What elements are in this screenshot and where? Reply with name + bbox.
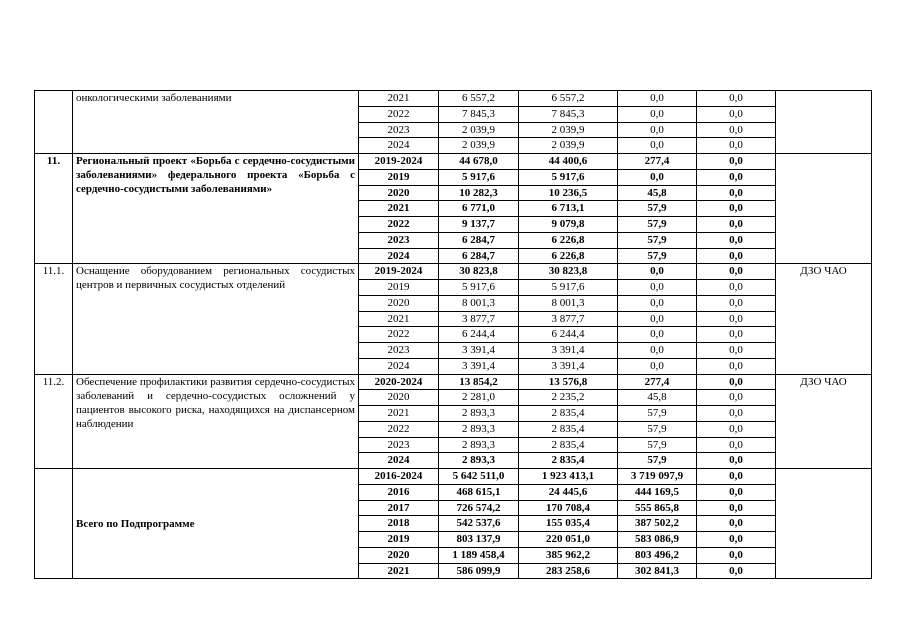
district-budget-cell: 277,4 — [618, 374, 697, 390]
other-sources-cell: 0,0 — [697, 484, 776, 500]
total-cell: 3 391,4 — [439, 343, 519, 359]
district-budget-cell: 3 719 097,9 — [618, 469, 697, 485]
other-sources-cell: 0,0 — [697, 232, 776, 248]
responsible-executor — [776, 154, 872, 264]
section-number: 11. — [35, 154, 73, 264]
total-cell: 5 917,6 — [439, 169, 519, 185]
total-cell: 6 284,7 — [439, 248, 519, 264]
table-row — [35, 91, 872, 107]
other-sources-cell: 0,0 — [697, 516, 776, 532]
federal-budget-cell: 6 713,1 — [519, 201, 618, 217]
district-budget-cell: 45,8 — [618, 390, 697, 406]
district-budget-cell: 0,0 — [618, 138, 697, 154]
year-cell: 2017 — [359, 500, 439, 516]
federal-budget-cell: 3 877,7 — [519, 311, 618, 327]
federal-budget-cell: 6 244,4 — [519, 327, 618, 343]
district-budget-cell: 583 086,9 — [618, 532, 697, 548]
other-sources-cell: 0,0 — [697, 437, 776, 453]
total-cell: 1 189 458,4 — [439, 547, 519, 563]
district-budget-cell: 57,9 — [618, 201, 697, 217]
district-budget-cell: 0,0 — [618, 311, 697, 327]
other-sources-cell: 0,0 — [697, 138, 776, 154]
district-budget-cell: 57,9 — [618, 232, 697, 248]
section-description: Обеспечение профилактики развития сердечно-сосудистых заболеваний и сердечно-сосудистых осложнений у пациентов высокого риска, находящихся на диспансерном наблюдении — [73, 374, 359, 469]
district-budget-cell: 0,0 — [618, 327, 697, 343]
section-description: Региональный проект «Борьба с сердечно-сосудистыми заболеваниями» федерального проекта «Борьба с сердечно-сосудистыми заболеваниями» — [73, 154, 359, 264]
other-sources-cell: 0,0 — [697, 122, 776, 138]
district-budget-cell: 0,0 — [618, 122, 697, 138]
other-sources-cell: 0,0 — [697, 264, 776, 280]
total-cell: 9 137,7 — [439, 217, 519, 233]
year-cell: 2024 — [359, 248, 439, 264]
federal-budget-cell: 3 391,4 — [519, 343, 618, 359]
section-description: Оснащение оборудованием региональных сосудистых центров и первичных сосудистых отделений — [73, 264, 359, 374]
total-cell: 2 281,0 — [439, 390, 519, 406]
other-sources-cell: 0,0 — [697, 343, 776, 359]
federal-budget-cell: 6 226,8 — [519, 232, 618, 248]
district-budget-cell: 0,0 — [618, 295, 697, 311]
section-number — [35, 91, 73, 154]
other-sources-cell: 0,0 — [697, 453, 776, 469]
year-cell: 2022 — [359, 327, 439, 343]
district-budget-cell: 277,4 — [618, 154, 697, 170]
section-number: 11.1. — [35, 264, 73, 374]
total-cell: 44 678,0 — [439, 154, 519, 170]
total-cell: 30 823,8 — [439, 264, 519, 280]
year-cell: 2016-2024 — [359, 469, 439, 485]
district-budget-cell: 444 169,5 — [618, 484, 697, 500]
district-budget-cell: 0,0 — [618, 264, 697, 280]
year-cell: 2019 — [359, 280, 439, 296]
table-row — [35, 154, 872, 170]
section-description: онкологическими заболеваниями — [73, 91, 359, 154]
responsible-executor — [776, 469, 872, 579]
year-cell: 2021 — [359, 406, 439, 422]
other-sources-cell: 0,0 — [697, 406, 776, 422]
federal-budget-cell: 385 962,2 — [519, 547, 618, 563]
federal-budget-cell: 24 445,6 — [519, 484, 618, 500]
district-budget-cell: 0,0 — [618, 343, 697, 359]
total-cell: 3 877,7 — [439, 311, 519, 327]
year-cell: 2022 — [359, 421, 439, 437]
district-budget-cell: 387 502,2 — [618, 516, 697, 532]
district-budget-cell: 57,9 — [618, 248, 697, 264]
year-cell: 2021 — [359, 91, 439, 107]
total-cell: 6 284,7 — [439, 232, 519, 248]
district-budget-cell: 555 865,8 — [618, 500, 697, 516]
total-cell: 2 039,9 — [439, 122, 519, 138]
year-cell: 2019 — [359, 169, 439, 185]
total-cell: 2 893,3 — [439, 453, 519, 469]
year-cell: 2020 — [359, 185, 439, 201]
year-cell: 2020-2024 — [359, 374, 439, 390]
total-cell: 586 099,9 — [439, 563, 519, 579]
budget-table — [34, 90, 872, 579]
other-sources-cell: 0,0 — [697, 327, 776, 343]
district-budget-cell: 0,0 — [618, 169, 697, 185]
district-budget-cell: 803 496,2 — [618, 547, 697, 563]
other-sources-cell: 0,0 — [697, 311, 776, 327]
other-sources-cell: 0,0 — [697, 358, 776, 374]
total-cell: 3 391,4 — [439, 358, 519, 374]
total-cell: 2 893,3 — [439, 406, 519, 422]
federal-budget-cell: 5 917,6 — [519, 280, 618, 296]
other-sources-cell: 0,0 — [697, 532, 776, 548]
total-cell: 542 537,6 — [439, 516, 519, 532]
total-cell: 8 001,3 — [439, 295, 519, 311]
federal-budget-cell: 220 051,0 — [519, 532, 618, 548]
total-cell: 2 893,3 — [439, 421, 519, 437]
federal-budget-cell: 155 035,4 — [519, 516, 618, 532]
section-number: 11.2. — [35, 374, 73, 469]
district-budget-cell: 57,9 — [618, 217, 697, 233]
total-cell: 13 854,2 — [439, 374, 519, 390]
year-cell: 2018 — [359, 516, 439, 532]
total-cell: 6 557,2 — [439, 91, 519, 107]
year-cell: 2024 — [359, 138, 439, 154]
total-cell: 468 615,1 — [439, 484, 519, 500]
other-sources-cell: 0,0 — [697, 185, 776, 201]
total-cell: 5 642 511,0 — [439, 469, 519, 485]
federal-budget-cell: 2 835,4 — [519, 437, 618, 453]
federal-budget-cell: 5 917,6 — [519, 169, 618, 185]
federal-budget-cell: 2 835,4 — [519, 453, 618, 469]
year-cell: 2016 — [359, 484, 439, 500]
federal-budget-cell: 170 708,4 — [519, 500, 618, 516]
year-cell: 2024 — [359, 453, 439, 469]
district-budget-cell: 45,8 — [618, 185, 697, 201]
year-cell: 2023 — [359, 437, 439, 453]
total-cell: 2 893,3 — [439, 437, 519, 453]
total-cell: 6 771,0 — [439, 201, 519, 217]
other-sources-cell: 0,0 — [697, 390, 776, 406]
year-cell: 2023 — [359, 122, 439, 138]
district-budget-cell: 57,9 — [618, 406, 697, 422]
total-cell: 2 039,9 — [439, 138, 519, 154]
other-sources-cell: 0,0 — [697, 91, 776, 107]
year-cell: 2019-2024 — [359, 264, 439, 280]
year-cell: 2019 — [359, 532, 439, 548]
district-budget-cell: 57,9 — [618, 453, 697, 469]
federal-budget-cell: 283 258,6 — [519, 563, 618, 579]
total-cell: 726 574,2 — [439, 500, 519, 516]
other-sources-cell: 0,0 — [697, 374, 776, 390]
district-budget-cell: 0,0 — [618, 358, 697, 374]
section-number — [35, 469, 73, 579]
total-cell: 803 137,9 — [439, 532, 519, 548]
federal-budget-cell: 2 235,2 — [519, 390, 618, 406]
other-sources-cell: 0,0 — [697, 563, 776, 579]
federal-budget-cell: 44 400,6 — [519, 154, 618, 170]
district-budget-cell: 57,9 — [618, 437, 697, 453]
other-sources-cell: 0,0 — [697, 500, 776, 516]
other-sources-cell: 0,0 — [697, 248, 776, 264]
table-row — [35, 469, 872, 485]
federal-budget-cell: 3 391,4 — [519, 358, 618, 374]
year-cell: 2020 — [359, 547, 439, 563]
other-sources-cell: 0,0 — [697, 169, 776, 185]
district-budget-cell: 0,0 — [618, 91, 697, 107]
total-cell: 6 244,4 — [439, 327, 519, 343]
total-cell: 10 282,3 — [439, 185, 519, 201]
other-sources-cell: 0,0 — [697, 201, 776, 217]
year-cell: 2023 — [359, 343, 439, 359]
table-body — [35, 91, 872, 579]
district-budget-cell: 57,9 — [618, 421, 697, 437]
other-sources-cell: 0,0 — [697, 295, 776, 311]
total-cell: 7 845,3 — [439, 106, 519, 122]
responsible-executor: ДЗО ЧАО — [776, 374, 872, 469]
district-budget-cell: 0,0 — [618, 106, 697, 122]
other-sources-cell: 0,0 — [697, 280, 776, 296]
year-cell: 2021 — [359, 201, 439, 217]
federal-budget-cell: 9 079,8 — [519, 217, 618, 233]
federal-budget-cell: 6 226,8 — [519, 248, 618, 264]
other-sources-cell: 0,0 — [697, 217, 776, 233]
other-sources-cell: 0,0 — [697, 547, 776, 563]
year-cell: 2022 — [359, 217, 439, 233]
federal-budget-cell: 8 001,3 — [519, 295, 618, 311]
district-budget-cell: 0,0 — [618, 280, 697, 296]
federal-budget-cell: 2 835,4 — [519, 406, 618, 422]
responsible-executor — [776, 91, 872, 154]
other-sources-cell: 0,0 — [697, 154, 776, 170]
year-cell: 2020 — [359, 295, 439, 311]
year-cell: 2023 — [359, 232, 439, 248]
federal-budget-cell: 2 039,9 — [519, 122, 618, 138]
total-cell: 5 917,6 — [439, 280, 519, 296]
federal-budget-cell: 2 039,9 — [519, 138, 618, 154]
federal-budget-cell: 2 835,4 — [519, 421, 618, 437]
section-description: Всего по Подпрограмме — [73, 469, 359, 579]
year-cell: 2020 — [359, 390, 439, 406]
other-sources-cell: 0,0 — [697, 469, 776, 485]
responsible-executor: ДЗО ЧАО — [776, 264, 872, 374]
year-cell: 2021 — [359, 563, 439, 579]
year-cell: 2024 — [359, 358, 439, 374]
federal-budget-cell: 7 845,3 — [519, 106, 618, 122]
district-budget-cell: 302 841,3 — [618, 563, 697, 579]
year-cell: 2022 — [359, 106, 439, 122]
federal-budget-cell: 30 823,8 — [519, 264, 618, 280]
other-sources-cell: 0,0 — [697, 421, 776, 437]
federal-budget-cell: 10 236,5 — [519, 185, 618, 201]
federal-budget-cell: 1 923 413,1 — [519, 469, 618, 485]
federal-budget-cell: 13 576,8 — [519, 374, 618, 390]
federal-budget-cell: 6 557,2 — [519, 91, 618, 107]
table-row — [35, 264, 872, 280]
year-cell: 2019-2024 — [359, 154, 439, 170]
table-row — [35, 374, 872, 390]
other-sources-cell: 0,0 — [697, 106, 776, 122]
year-cell: 2021 — [359, 311, 439, 327]
